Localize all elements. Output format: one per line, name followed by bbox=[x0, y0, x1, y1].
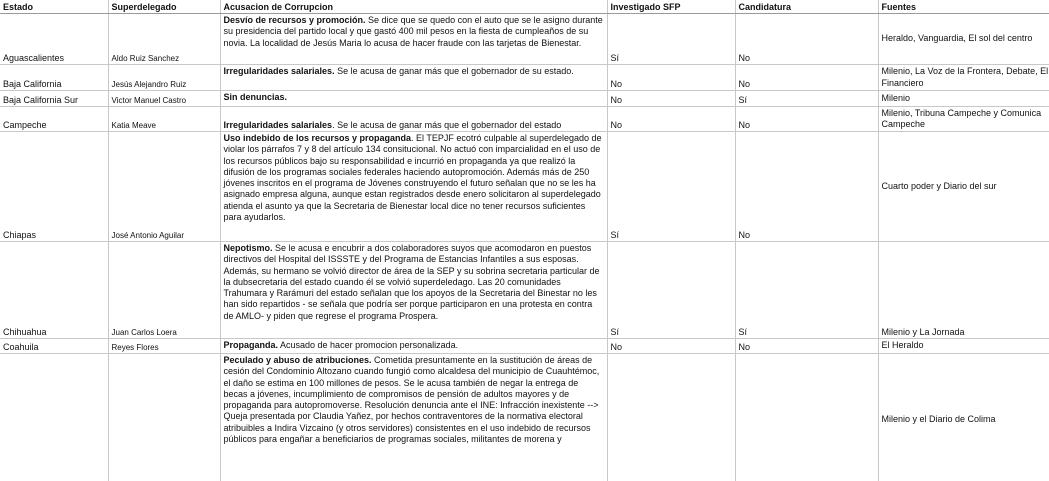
table-row bbox=[0, 132, 1049, 242]
acusacion-text: Cometida presuntamente en la sustitución de áreas de cesión del Condominio Altozano cuando fungió como alcaldesa del municipio de Cuauhtémoc, el daño se estima en 100 millones de pesos. Se le acusa también de negar la entrega de becas a jóvenes, incumplimiento de compromisos de pensión de adultos mayores y de propaganda para autopromoverse. Resolución denuncia ante el INE: Infracción inexistente --> Queja presentada por Claudia Yañez, por hechos contraventores de la normativa electoral atribuibles a Indira Vizcaino (y otros servidores) consistentes en el uso indebido de recursos públicos para engañar a beneficiarios de programas sociales, militantes de morena y bbox=[223, 355, 600, 445]
header-superdelegado[interactable]: Superdelegado bbox=[108, 0, 220, 14]
cell-acusacion[interactable] bbox=[220, 14, 607, 65]
acusacion-title: Nepotismo. bbox=[223, 243, 273, 253]
cell-fuentes[interactable]: Heraldo, Vanguardia, El sol del centro bbox=[878, 14, 1049, 65]
table-row bbox=[0, 65, 1049, 91]
cell-fuentes[interactable]: Cuarto poder y Diario del sur bbox=[878, 132, 1049, 242]
cell-investigado[interactable]: No bbox=[607, 339, 735, 354]
cell-fuentes[interactable]: El Heraldo bbox=[878, 339, 1049, 354]
cell-investigado[interactable] bbox=[607, 354, 735, 481]
table-row bbox=[0, 242, 1049, 339]
cell-superdelegado[interactable]: Juan Carlos Loera bbox=[108, 242, 220, 339]
cell-candidatura[interactable]: No bbox=[735, 14, 878, 65]
cell-estado[interactable]: Chihuahua bbox=[0, 242, 108, 339]
cell-fuentes[interactable]: Milenio, La Voz de la Frontera, Debate, El Financiero bbox=[878, 65, 1049, 91]
cell-estado[interactable]: Campeche bbox=[0, 107, 108, 132]
cell-acusacion[interactable] bbox=[220, 65, 607, 91]
cell-acusacion[interactable] bbox=[220, 242, 607, 339]
acusacion-text: Se le acusa de ganar más que el gobernador de su estado. bbox=[334, 66, 574, 76]
cell-estado[interactable]: Coahuila bbox=[0, 339, 108, 354]
cell-investigado[interactable]: No bbox=[607, 107, 735, 132]
cell-investigado[interactable]: No bbox=[607, 91, 735, 107]
acusacion-text: . Se le acusa de ganar más que el gobernador del estado bbox=[332, 119, 562, 130]
acusacion-title: Irregularidades salariales bbox=[223, 119, 333, 130]
cell-estado[interactable] bbox=[0, 354, 108, 481]
cell-fuentes[interactable]: Milenio, Tribuna Campeche y Comunica Campeche bbox=[878, 107, 1049, 132]
cell-estado[interactable]: Baja California Sur bbox=[0, 91, 108, 107]
cell-superdelegado[interactable]: Jesús Alejandro Ruiz bbox=[108, 65, 220, 91]
acusacion-text: Acusado de hacer promocion personalizada. bbox=[278, 340, 459, 350]
header-estado[interactable]: Estado bbox=[0, 0, 108, 14]
acusacion-title: Peculado y abuso de atribuciones. bbox=[223, 355, 372, 365]
cell-estado[interactable]: Aguascalientes bbox=[0, 14, 108, 65]
cell-candidatura[interactable]: Sí bbox=[735, 91, 878, 107]
acusacion-title: Uso indebido de los recursos y propaganda bbox=[223, 133, 412, 143]
cell-superdelegado[interactable] bbox=[108, 354, 220, 481]
cell-estado[interactable]: Chiapas bbox=[0, 132, 108, 242]
cell-fuentes[interactable]: Milenio y el Diario de Colima bbox=[878, 354, 1049, 481]
cell-superdelegado[interactable]: Aldo Ruiz Sanchez bbox=[108, 14, 220, 65]
cell-acusacion[interactable] bbox=[220, 339, 607, 354]
cell-acusacion[interactable] bbox=[220, 91, 607, 107]
table-row bbox=[0, 354, 1049, 481]
cell-investigado[interactable]: Sí bbox=[607, 242, 735, 339]
cell-acusacion[interactable] bbox=[220, 107, 607, 132]
cell-candidatura[interactable]: No bbox=[735, 107, 878, 132]
header-candidatura[interactable]: Candidatura bbox=[735, 0, 878, 14]
cell-superdelegado[interactable]: Katia Meave bbox=[108, 107, 220, 132]
cell-candidatura[interactable] bbox=[735, 354, 878, 481]
acusacion-title: Desvío de recursos y promoción. bbox=[223, 15, 366, 25]
cell-superdelegado[interactable]: Victor Manuel Castro bbox=[108, 91, 220, 107]
cell-acusacion[interactable] bbox=[220, 132, 607, 242]
cell-investigado[interactable]: Sí bbox=[607, 132, 735, 242]
acusacion-text: Se le acusa e encubrir a dos colaboradores suyos que acomodaron en puestos directivos del Hospital del ISSSTE y del Programa de Estancias Infantiles a sus esposas. Además, su hermano se volvió director de área de la SEP y su sobrina secretaria particular de la dubsecretaria del estado cuando él se volvió superdeledago. Las 20 comunidades Trahumara y Rarámuri del estado señalan que los apoyos de la Secretaria del Binestar no les han sido repartidos - se señala que podría ser porque participaron en una protesta en contra de AMLO- y piden que regrese el programa Prospera. bbox=[223, 243, 600, 321]
table-row bbox=[0, 14, 1049, 65]
cell-superdelegado[interactable]: José Antonio Aguilar bbox=[108, 132, 220, 242]
header-row bbox=[0, 0, 1049, 14]
header-fuentes[interactable]: Fuentes bbox=[878, 0, 1049, 14]
cell-candidatura[interactable]: No bbox=[735, 339, 878, 354]
acusacion-title: Propaganda. bbox=[223, 340, 279, 350]
table-row bbox=[0, 91, 1049, 107]
table-row bbox=[0, 107, 1049, 132]
cell-fuentes[interactable]: Milenio bbox=[878, 91, 1049, 107]
cell-investigado[interactable]: No bbox=[607, 65, 735, 91]
cell-investigado[interactable]: Sí bbox=[607, 14, 735, 65]
cell-acusacion[interactable] bbox=[220, 354, 607, 481]
cell-candidatura[interactable]: No bbox=[735, 132, 878, 242]
cell-fuentes[interactable]: Milenio y La Jornada bbox=[878, 242, 1049, 339]
header-acusacion[interactable]: Acusacion de Corrupcion bbox=[220, 0, 607, 14]
cell-estado[interactable]: Baja California bbox=[0, 65, 108, 91]
acusacion-title: Sin denuncias. bbox=[223, 92, 288, 102]
acusacion-title: Irregularidades salariales. bbox=[223, 66, 335, 76]
cell-candidatura[interactable]: Sí bbox=[735, 242, 878, 339]
acusacion-text: . El TEPJF ecotró culpable al superdelegado de violar los párrafos 7 y 8 del artículo 134 consitucional. No actuó con imparcialidad en el uso de los recursos públicos bajo su responsabilidad e incurrió en propaganda ya que realizó la difusión de los programas sociales federales haciendo autopromoción. Además más de 250 jóvenes inscritos en el programa de Jóvenes construyendo el futuro señalan que no se les ha asignado empresa alguna, aunque estan registrados desde enero solicitaron al superdelegado atienda el asunto ya que la Secretaria de Bienestar local dice no tener recursos suficientes para ayudarlos. bbox=[223, 133, 602, 223]
cell-superdelegado[interactable]: Reyes Flores bbox=[108, 339, 220, 354]
acusacion-text: Se dice que se quedo con el auto que se le asigno durante su presidencia del partido local y que gastó 400 mil pesos en la fiesta de cumpleaños de su novia. La localidad de Jesús Maria lo acusa de hacer fraude con las tarjetas de Bienestar. bbox=[223, 15, 603, 48]
header-investigado[interactable]: Investigado SFP bbox=[607, 0, 735, 14]
cell-candidatura[interactable]: No bbox=[735, 65, 878, 91]
table-row bbox=[0, 339, 1049, 354]
